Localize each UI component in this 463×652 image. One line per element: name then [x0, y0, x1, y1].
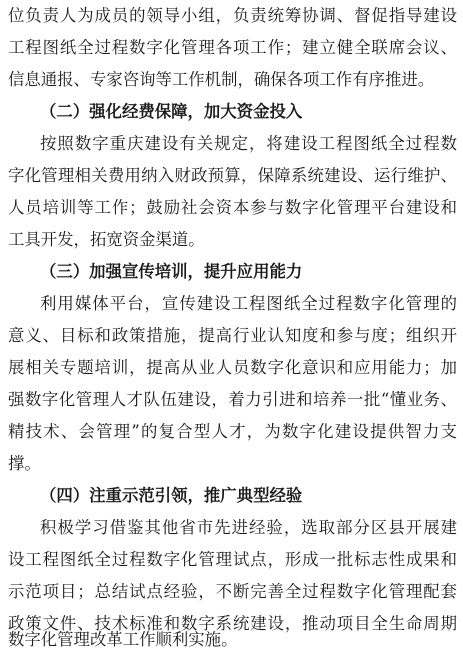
section-heading-3: （三）加强宣传培训，提升应用能力 — [40, 262, 303, 281]
section-heading-2: （二）强化经费保障，加大资金投入 — [40, 102, 303, 121]
paragraph-line: 字化管理相关费用纳入财政预算，保障系统建设、运行维护、 — [8, 166, 457, 185]
paragraph-line: 撑。 — [8, 454, 41, 473]
paragraph-line: 位负责人为成员的领导小组，负责统筹协调、督促指导建设 — [8, 6, 457, 25]
paragraph-line: 数字化管理改革工作顺利实施。 — [8, 630, 238, 649]
paragraph-line: 意义、目标和政策措施，提高行业认知度和参与度；组织开 — [8, 326, 457, 345]
paragraph-line: 利用媒体平台，宣传建设工程图纸全过程数字化管理的 — [40, 294, 457, 313]
paragraph-line: 示范项目；总结试点经验，不断完善全过程数字化管理配套 — [8, 582, 457, 601]
paragraph-line: 人员培训等工作；鼓励社会资本参与数字化管理平台建设和 — [8, 198, 457, 217]
paragraph-line: 信息通报、专家咨询等工作机制，确保各项工作有序推进。 — [8, 70, 435, 89]
paragraph-line: 按照数字重庆建设有关规定，将建设工程图纸全过程数 — [40, 134, 457, 153]
paragraph-line: 展相关专题培训，提高从业人员数字化意识和应用能力；加 — [8, 358, 457, 377]
paragraph-line: 工具开发，拓宽资金渠道。 — [8, 230, 205, 249]
paragraph-line: 精技术、会管理”的复合型人才，为数字化建设提供智力支 — [8, 422, 457, 441]
section-heading-4: （四）注重示范引领，推广典型经验 — [40, 486, 303, 505]
paragraph-line: 工程图纸全过程数字化管理各项工作；建立健全联席会议、 — [8, 38, 457, 57]
paragraph-line: 设工程图纸全过程数字化管理试点，形成一批标志性成果和 — [8, 550, 457, 569]
paragraph-line: 积极学习借鉴其他省市先进经验，选取部分区县开展建 — [40, 518, 457, 537]
paragraph-line: 强数字化管理人才队伍建设，着力引进和培养一批“懂业务、 — [8, 390, 457, 409]
paragraph-line: 政策文件、技术标准和数字系统建设，推动项目全生命周期 — [8, 614, 457, 633]
